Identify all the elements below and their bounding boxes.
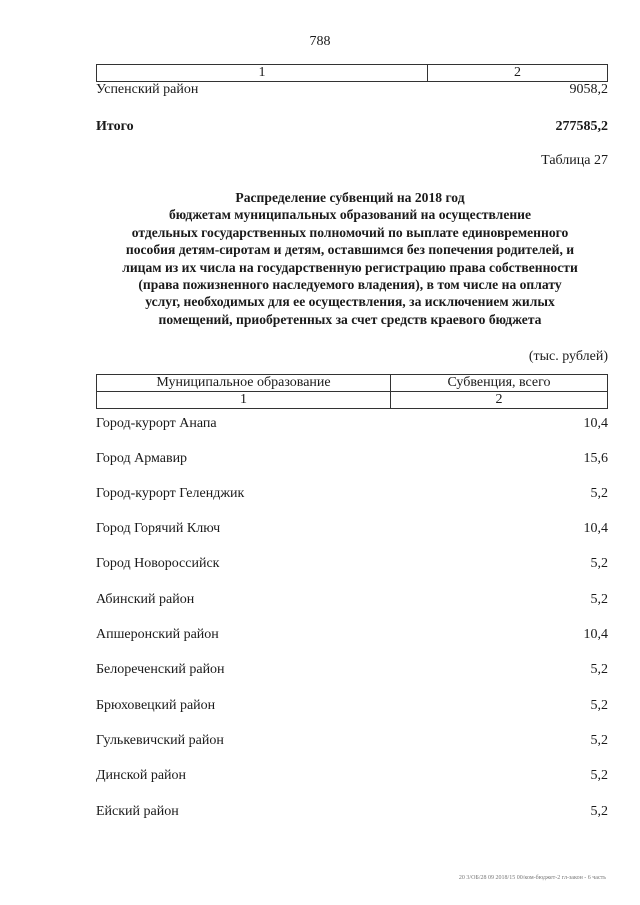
title-line: (права пожизненного наследуемого владения), в том числе на оплату [138, 277, 562, 293]
header-municipality: Муниципальное образование [97, 375, 391, 392]
subvention-value: 15,6 [583, 451, 608, 466]
subvention-value: 5,2 [590, 768, 608, 783]
top-col-1-number: 1 [97, 65, 428, 82]
row-name: Успенский район [96, 82, 199, 97]
municipality-name: Гулькевичский район [96, 733, 224, 748]
subvention-value: 5,2 [590, 556, 608, 571]
title-line: лицам из их числа на государственную регистрацию права собственности [122, 259, 578, 275]
page-number: 788 [309, 34, 331, 49]
municipality-name: Апшеронский район [96, 627, 219, 642]
table-label: Таблица 27 [541, 153, 608, 168]
units-label: (тыс. рублей) [528, 349, 608, 364]
subvention-value: 10,4 [583, 416, 608, 431]
title-line: услуг, необходимых для ее осуществления, за исключением жилых [145, 294, 555, 310]
subvention-value: 5,2 [590, 698, 608, 713]
total-label: Итого [96, 119, 134, 134]
col-2-number: 2 [391, 392, 608, 409]
municipality-name: Ейский район [96, 804, 179, 819]
municipality-name: Брюховецкий район [96, 698, 216, 713]
subvention-value: 10,4 [583, 521, 608, 536]
municipality-name: Город Армавир [96, 451, 188, 466]
subvention-value: 10,4 [583, 627, 608, 642]
municipality-name: Город Горячий Ключ [96, 521, 221, 536]
subvention-value: 5,2 [590, 592, 608, 607]
table-title [90, 189, 610, 328]
title-line: пособия детям-сиротам и детям, оставшимся без попечения родителей, и [125, 242, 575, 258]
header-subvention: Субвенция, всего [391, 375, 608, 392]
top-col-2-number: 2 [428, 65, 608, 82]
municipality-name: Город-курорт Анапа [96, 416, 217, 431]
total-value: 277585,2 [555, 119, 608, 134]
municipality-name: Город Новороссийск [96, 556, 220, 571]
top-table-header [96, 64, 608, 82]
main-table-header [96, 374, 608, 409]
footer-file-path: 20 3/ОБ/28 09 2018/15 00/ком-бюджет-2 гл-закон - 6 часть [458, 875, 606, 881]
title-line: бюджетам муниципальных образований на осуществление [168, 207, 532, 223]
title-line: отдельных государственных полномочий по выплате единовременного [131, 224, 569, 240]
municipality-name: Белореченский район [96, 662, 225, 677]
title-line: Распределение субвенций на 2018 год [235, 190, 465, 205]
subvention-value: 5,2 [590, 733, 608, 748]
municipality-name: Динской район [96, 768, 187, 783]
municipality-name: Город-курорт Геленджик [96, 486, 245, 501]
row-value: 9058,2 [569, 82, 608, 97]
subvention-value: 5,2 [590, 662, 608, 677]
municipality-name: Абинский район [96, 592, 195, 607]
title-line: помещений, приобретенных за счет средств краевого бюджета [158, 311, 542, 327]
subvention-value: 5,2 [590, 804, 608, 819]
subvention-value: 5,2 [590, 486, 608, 501]
col-1-number: 1 [97, 392, 391, 409]
